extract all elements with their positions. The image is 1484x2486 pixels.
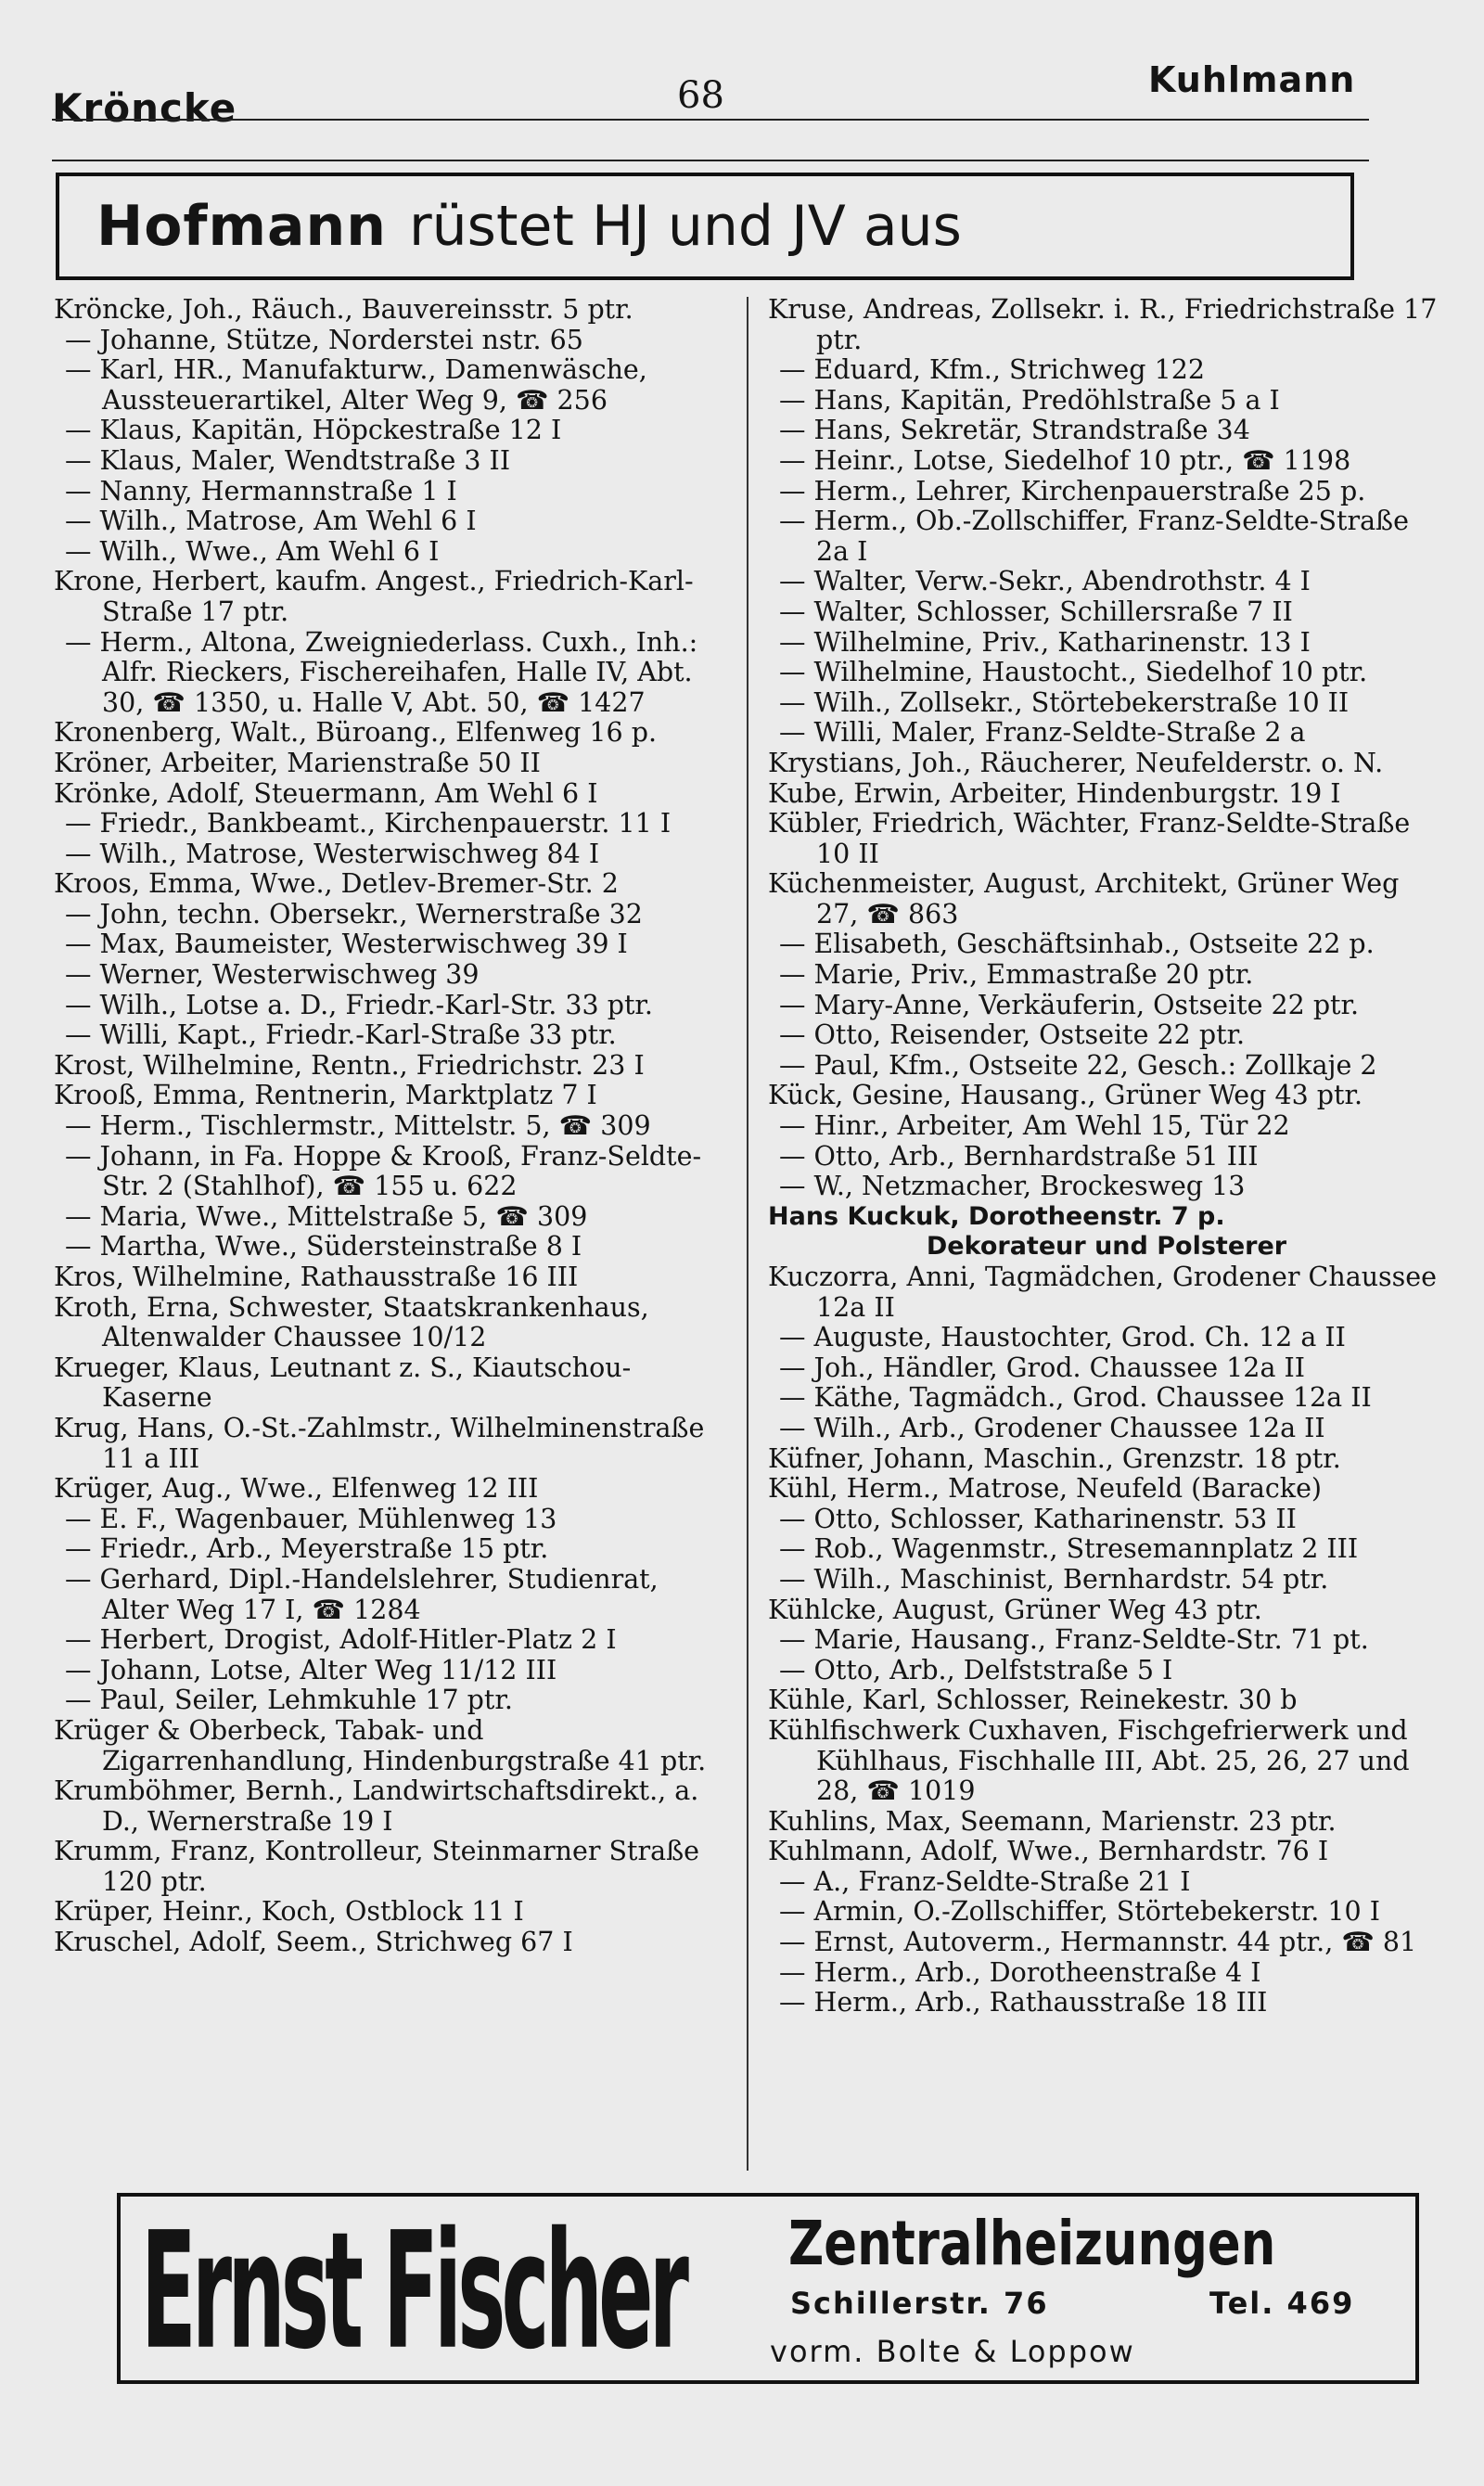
directory-entry: — Werner, Westerwischweg 39: [65, 959, 480, 991]
directory-entry: — Wilhelmine, Haustocht., Siedelhof 10 ptr.: [779, 657, 1368, 688]
directory-entry: Küchenmeister, August, Architekt, Grüner Weg 27, ☎ 863: [768, 868, 1400, 929]
directory-entry: — Herbert, Drogist, Adolf-Hitler-Platz 2 I: [65, 1624, 617, 1656]
directory-entry: — Gerhard, Dipl.-Handelslehrer, Studienrat, Alter Weg 17 I, ☎ 1284: [65, 1563, 659, 1625]
directory-entry: Dekorateur und Polsterer: [926, 1232, 1287, 1262]
directory-entry: — Johann, in Fa. Hoppe & Krooß, Franz-Seldte-Str. 2 (Stahlhof), ☎ 155 u. 622: [65, 1140, 702, 1202]
header-left-name: Kröncke: [52, 85, 237, 131]
directory-entry: Krönke, Adolf, Steuermann, Am Wehl 6 I: [54, 777, 598, 809]
directory-entry: — Heinr., Lotse, Siedelhof 10 ptr., ☎ 1198: [779, 444, 1351, 476]
directory-entry: — Paul, Kfm., Ostseite 22, Gesch.: Zollkaje 2: [779, 1049, 1377, 1081]
directory-entry: — Otto, Arb., Delfststraße 5 I: [779, 1654, 1173, 1685]
directory-entry: — Otto, Reisender, Ostseite 22 ptr.: [779, 1019, 1246, 1051]
ad-brand: Hofmann: [96, 194, 387, 259]
directory-entry: Kuhlmann, Adolf, Wwe., Bernhardstr. 76 I: [768, 1836, 1329, 1867]
directory-entry: Kroth, Erna, Schwester, Staatskrankenhaus, Altenwalder Chaussee 10/12: [54, 1291, 649, 1353]
directory-entry: — Wilh., Arb., Grodener Chaussee 12a II: [779, 1412, 1325, 1443]
bottom-advertisement: [117, 2193, 1419, 2384]
directory-entry: — Herm., Lehrer, Kirchenpauerstraße 25 p.: [779, 475, 1366, 506]
directory-entry: — Wilh., Matrose, Am Wehl 6 I: [65, 506, 477, 537]
page-number: 68: [677, 74, 724, 117]
directory-entry: Kronenberg, Walt., Büroang., Elfenweg 16 p.: [54, 717, 658, 749]
directory-entry: Krüger & Oberbeck, Tabak- und Zigarrenhandlung, Hindenburgstraße 41 ptr.: [54, 1714, 707, 1776]
directory-entry: Krueger, Klaus, Leutnant z. S., Kiautschou-Kaserne: [54, 1352, 632, 1414]
directory-entry: — Marie, Hausang., Franz-Seldte-Str. 71 pt.: [779, 1624, 1369, 1656]
directory-entry: Hans Kuckuk, Dorotheenstr. 7 p.: [768, 1201, 1225, 1231]
directory-entry: — Mary-Anne, Verkäuferin, Ostseite 22 ptr.: [779, 989, 1360, 1020]
directory-entry: Kuhlins, Max, Seemann, Marienstr. 23 ptr.: [768, 1805, 1337, 1837]
directory-entry: Küfner, Johann, Maschin., Grenzstr. 18 ptr.: [768, 1442, 1341, 1474]
directory-entry: — Maria, Wwe., Mittelstraße 5, ☎ 309: [65, 1200, 588, 1232]
directory-entry: — Herm., Arb., Rathausstraße 18 III: [779, 1987, 1268, 2018]
directory-entry: Kühlfischwerk Cuxhaven, Fischgefrierwerk und Kühlhaus, Fischhalle III, Abt. 25, 26, 27 und 28, ☎ 1019: [768, 1714, 1410, 1807]
header-rule-2: [52, 160, 1369, 161]
directory-entry: Kube, Erwin, Arbeiter, Hindenburgstr. 19 I: [768, 777, 1341, 809]
directory-entry: — John, techn. Obersekr., Wernerstraße 32: [65, 898, 643, 929]
left-column: [54, 295, 722, 1958]
directory-entry: — Joh., Händler, Grod. Chaussee 12a II: [779, 1352, 1306, 1383]
directory-entry: Kroos, Emma, Wwe., Detlev-Bremer-Str. 2: [54, 868, 619, 900]
ad-headline: Zentralheizungen: [788, 2208, 1276, 2279]
directory-entry: — Martha, Wwe., Südersteinstraße 8 I: [65, 1231, 582, 1262]
directory-entry: — Wilh., Lotse a. D., Friedr.-Karl-Str. 33 ptr.: [65, 989, 653, 1020]
directory-entry: — Walter, Schlosser, Schillersraße 7 II: [779, 596, 1293, 627]
header-right-name: Kuhlmann: [1148, 59, 1356, 100]
directory-entry: Kuczorra, Anni, Tagmädchen, Grodener Chaussee 12a II: [768, 1262, 1438, 1323]
directory-entry: — Otto, Schlosser, Katharinenstr. 53 II: [779, 1503, 1297, 1534]
ad-street: Schillerstr. 76: [790, 2286, 1049, 2321]
directory-entry: — Auguste, Haustochter, Grod. Ch. 12 a II: [779, 1322, 1346, 1353]
directory-entry: Krug, Hans, O.-St.-Zahlmstr., Wilhelminenstraße 11 a III: [54, 1412, 705, 1474]
right-column: [768, 295, 1445, 2018]
directory-entry: Kruse, Andreas, Zollsekr. i. R., Friedrichstraße 17 ptr.: [768, 294, 1438, 355]
directory-entry: — Wilh., Wwe., Am Wehl 6 I: [65, 535, 440, 567]
directory-entry: — E. F., Wagenbauer, Mühlenweg 13: [65, 1503, 557, 1534]
directory-entry: — Ernst, Autoverm., Hermannstr. 44 ptr., ☎ 81: [779, 1927, 1417, 1958]
directory-entry: — Marie, Priv., Emmastraße 20 ptr.: [779, 959, 1254, 991]
directory-entry: — Nanny, Hermannstraße 1 I: [65, 475, 457, 506]
directory-entry: — Max, Baumeister, Westerwischweg 39 I: [65, 929, 628, 960]
directory-entry: Krumm, Franz, Kontrolleur, Steinmarner Straße 120 ptr.: [54, 1836, 700, 1897]
directory-entry: — Johanne, Stütze, Norderstei nstr. 65: [65, 324, 583, 355]
directory-entry: — Paul, Seiler, Lehmkuhle 17 ptr.: [65, 1685, 513, 1716]
directory-entry: Kröner, Arbeiter, Marienstraße 50 II: [54, 747, 541, 778]
directory-entry: Kühl, Herm., Matrose, Neufeld (Baracke): [768, 1473, 1323, 1505]
directory-entry: — Otto, Arb., Bernhardstraße 51 III: [779, 1140, 1259, 1172]
directory-entry: Kröncke, Joh., Räuch., Bauvereinsstr. 5 ptr.: [54, 294, 633, 325]
column-divider: [747, 297, 748, 2171]
directory-entry: — Rob., Wagenmstr., Stresemannplatz 2 III: [779, 1533, 1359, 1565]
directory-entry: Krost, Wilhelmine, Rentn., Friedrichstr. 23 I: [54, 1049, 645, 1081]
top-advertisement: [56, 173, 1354, 280]
directory-entry: Krüger, Aug., Wwe., Elfenweg 12 III: [54, 1473, 539, 1505]
directory-entry: — W., Netzmacher, Brockesweg 13: [779, 1171, 1246, 1202]
directory-entry: — Karl, HR., Manufakturw., Damenwäsche, Aussteuerartikel, Alter Weg 9, ☎ 256: [65, 354, 647, 416]
directory-entry: Krystians, Joh., Räucherer, Neufelderstr. o. N.: [768, 747, 1384, 778]
directory-entry: — Wilh., Zollsekr., Störtebekerstraße 10 II: [779, 686, 1350, 718]
directory-entry: Kübler, Friedrich, Wächter, Franz-Seldte-Straße 10 II: [768, 808, 1411, 869]
directory-entry: — Willi, Kapt., Friedr.-Karl-Straße 33 ptr.: [65, 1019, 617, 1051]
directory-entry: Kruschel, Adolf, Seem., Strichweg 67 I: [54, 1927, 573, 1958]
directory-entry: — Elisabeth, Geschäftsinhab., Ostseite 22 p.: [779, 929, 1375, 960]
directory-entry: Krooß, Emma, Rentnerin, Marktplatz 7 I: [54, 1080, 597, 1111]
directory-entry: — Willi, Maler, Franz-Seldte-Straße 2 a: [779, 717, 1306, 749]
directory-entry: — Friedr., Arb., Meyerstraße 15 ptr.: [65, 1533, 549, 1565]
directory-entry: — A., Franz-Seldte-Straße 21 I: [779, 1865, 1191, 1897]
directory-entry: Kros, Wilhelmine, Rathausstraße 16 III: [54, 1262, 579, 1292]
directory-entry: Kück, Gesine, Hausang., Grüner Weg 43 ptr.: [768, 1080, 1363, 1111]
ad-former-name: vorm. Bolte & Loppow: [770, 2334, 1135, 2369]
directory-entry: — Armin, O.-Zollschiffer, Störtebekerstr. 10 I: [779, 1896, 1380, 1928]
directory-entry: — Walter, Verw.-Sekr., Abendrothstr. 4 I: [779, 566, 1311, 597]
ad-slogan: rüstet HJ und JV aus: [408, 194, 962, 259]
directory-entry: — Klaus, Maler, Wendtstraße 3 II: [65, 444, 511, 476]
directory-entry: — Wilhelmine, Priv., Katharinenstr. 13 I: [779, 626, 1311, 658]
directory-entry: — Wilh., Matrose, Westerwischweg 84 I: [65, 838, 600, 869]
directory-entry: — Hans, Kapitän, Predöhlstraße 5 a I: [779, 384, 1280, 416]
directory-entry: — Hinr., Arbeiter, Am Wehl 15, Tür 22: [779, 1110, 1290, 1142]
directory-entry: — Wilh., Maschinist, Bernhardstr. 54 ptr.: [779, 1563, 1329, 1595]
directory-entry: Krumböhmer, Bernh., Landwirtschaftsdirekt., a. D., Wernerstraße 19 I: [54, 1775, 699, 1837]
directory-entry: Krone, Herbert, kaufm. Angest., Friedrich-Karl-Straße 17 ptr.: [54, 566, 694, 627]
ad-company-name: Ernst Fischer: [141, 2198, 685, 2386]
directory-entry: — Eduard, Kfm., Strichweg 122: [779, 354, 1205, 386]
directory-entry: — Hans, Sekretär, Strandstraße 34: [779, 415, 1250, 446]
directory-entry: — Herm., Arb., Dorotheenstraße 4 I: [779, 1956, 1261, 1988]
directory-entry: — Klaus, Kapitän, Höpckestraße 12 I: [65, 415, 562, 446]
directory-entry: Kühlcke, August, Grüner Weg 43 ptr.: [768, 1594, 1262, 1625]
directory-entry: — Herm., Ob.-Zollschiffer, Franz-Seldte-Straße 2a I: [779, 506, 1409, 567]
directory-entry: — Johann, Lotse, Alter Weg 11/12 III: [65, 1654, 557, 1685]
directory-entry: — Herm., Altona, Zweigniederlass. Cuxh., Inh.: Alfr. Rieckers, Fischereihafen, Halle IV, Abt. 30, ☎ 1350, u. Halle V, Abt. 50, ☎ 1427: [65, 626, 698, 718]
directory-entry: — Käthe, Tagmädch., Grod. Chaussee 12a II: [779, 1382, 1372, 1414]
directory-entry: — Friedr., Bankbeamt., Kirchenpauerstr. 11 I: [65, 808, 672, 839]
directory-entry: Kühle, Karl, Schlosser, Reinekestr. 30 b: [768, 1685, 1298, 1716]
header-rule: [52, 119, 1369, 121]
directory-entry: — Herm., Tischlermstr., Mittelstr. 5, ☎ 309: [65, 1110, 651, 1142]
directory-entry: Krüper, Heinr., Koch, Ostblock 11 I: [54, 1896, 524, 1928]
ad-phone: Tel. 469: [1209, 2286, 1355, 2321]
